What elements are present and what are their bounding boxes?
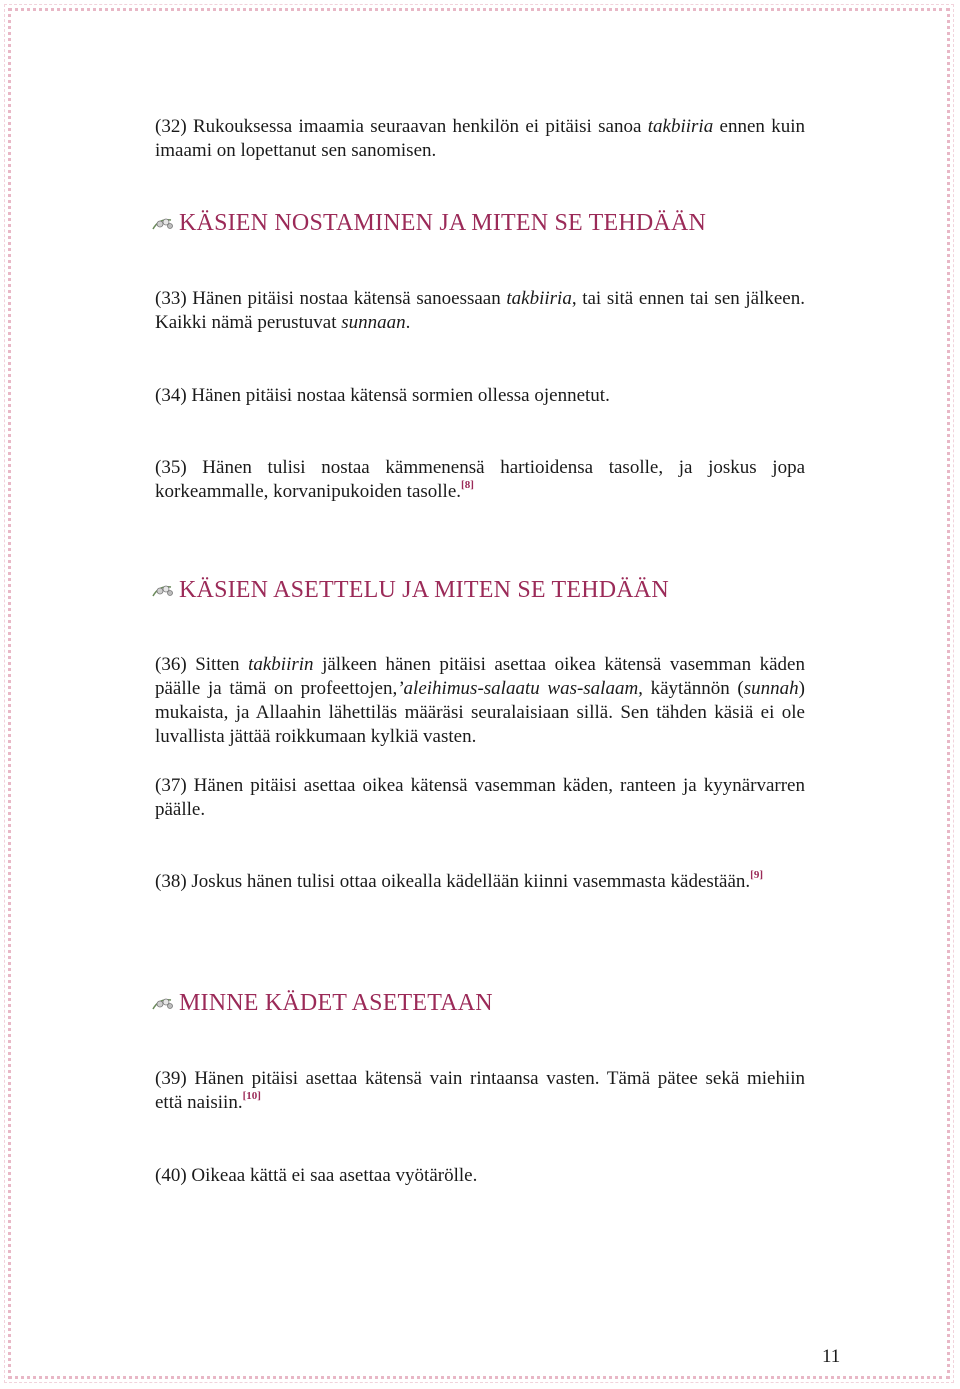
paragraph-36: (36) Sitten takbiirin jälkeen hänen pitäisi asettaa oikea kätensä vasemman käden päälle ja tämä on profeettojen,’aleihimus-salaatu was-salaam, käytännön (sunnah) mukaista, ja Allaahin lähettiläs määräsi seuralaisiaan sillä. Sen tähden käsiä ei ole luvallista jättää roikkumaan kylkiä vasten.: [155, 654, 805, 747]
paragraph-35: (35) Hänen tulisi nostaa kämmenensä hartioidensa tasolle, ja joskus jopa korkeammalle, korvanipukoiden tasolle.[8]: [155, 457, 805, 502]
heading-text: KÄSIEN NOSTAMINEN JA MITEN SE TEHDÄÄN: [179, 210, 707, 236]
flower-bullet-icon: [151, 994, 175, 1014]
paragraph-38: (38) Joskus hänen tulisi ottaa oikealla kädellään kiinni vasemmasta kädestään.[9]: [155, 869, 763, 892]
paragraph-39: (39) Hänen pitäisi asettaa kätensä vain rintaansa vasten. Tämä pätee sekä miehiin että naisiin.[10]: [155, 1068, 805, 1113]
page-number: 11: [822, 1346, 841, 1367]
section-heading-2: [151, 577, 811, 604]
footnote-ref-9[interactable]: [9]: [750, 869, 763, 881]
paragraph-34: (34) Hänen pitäisi nostaa kätensä sormien ollessa ojennetut.: [155, 385, 610, 406]
section-heading-3: [151, 990, 811, 1017]
heading-text: KÄSIEN ASETTELU JA MITEN SE TEHDÄÄN: [179, 577, 669, 603]
paragraph-40: (40) Oikeaa kättä ei saa asettaa vyötärölle.: [155, 1165, 478, 1186]
paragraph-33: (33) Hänen pitäisi nostaa kätensä sanoessaan takbiiria, tai sitä ennen tai sen jälkeen. Kaikki nämä perustuvat sunnaan.: [155, 288, 805, 333]
flower-bullet-icon: [151, 214, 175, 234]
footnote-ref-8[interactable]: [8]: [461, 479, 474, 491]
paragraph-32: (32) Rukouksessa imaamia seuraavan henkilön ei pitäisi sanoa takbiiria ennen kuin imaami on lopettanut sen sanomisen.: [155, 116, 805, 161]
heading-text: MINNE KÄDET ASETETAAN: [179, 990, 493, 1016]
section-heading-1: [151, 210, 811, 237]
flower-bullet-icon: [151, 581, 175, 601]
footnote-ref-10[interactable]: [10]: [242, 1090, 261, 1102]
paragraph-37: (37) Hänen pitäisi asettaa oikea kätensä vasemman käden, ranteen ja kyynärvarren päälle.: [155, 775, 805, 820]
